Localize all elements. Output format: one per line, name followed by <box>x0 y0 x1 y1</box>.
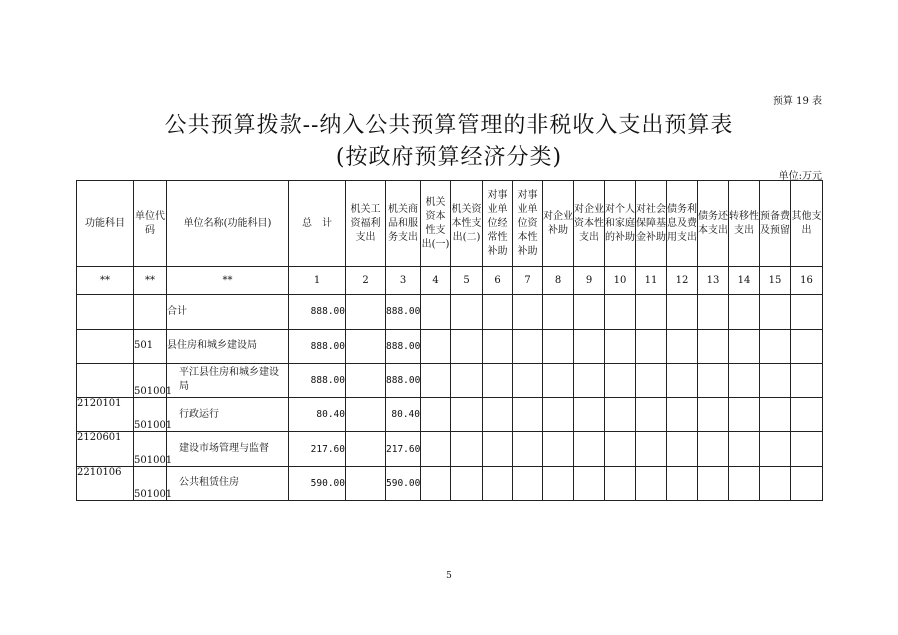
index-cell: 6 <box>483 267 513 295</box>
total-cell: 590.00 <box>289 466 346 500</box>
unit-label: 单位:万元 <box>778 171 822 182</box>
col-1-cell <box>346 363 386 397</box>
unit-code-cell: 501 <box>134 329 167 363</box>
header-func-code: 功能科目 <box>77 181 134 267</box>
index-cell: ** <box>77 267 134 295</box>
unit-code-cell <box>134 295 167 329</box>
header-col-5: 对事业单位经常性补助 <box>483 181 513 267</box>
func-code-cell <box>77 363 134 397</box>
empty-cell <box>513 398 543 432</box>
total-cell: 888.00 <box>289 329 346 363</box>
empty-cell <box>483 329 513 363</box>
index-cell: ** <box>134 267 167 295</box>
empty-cell <box>698 363 729 397</box>
col-2-cell: 80.40 <box>386 398 421 432</box>
func-code-cell <box>77 329 134 363</box>
empty-cell <box>605 432 636 466</box>
empty-cell <box>451 295 483 329</box>
empty-cell <box>729 466 760 500</box>
empty-cell <box>729 329 760 363</box>
empty-cell <box>513 329 543 363</box>
index-cell: 1 <box>289 267 346 295</box>
index-cell: ** <box>167 267 289 295</box>
header-col-13: 转移性支出 <box>729 181 760 267</box>
empty-cell <box>421 363 451 397</box>
unit-code-cell: 501001 <box>134 398 167 432</box>
empty-cell <box>791 398 823 432</box>
empty-cell <box>574 363 605 397</box>
index-row <box>77 267 823 295</box>
empty-cell <box>605 295 636 329</box>
header-col-6: 对事业单位资本性补助 <box>513 181 543 267</box>
col-1-cell <box>346 295 386 329</box>
budget-table <box>76 180 823 501</box>
empty-cell <box>421 432 451 466</box>
empty-cell <box>791 363 823 397</box>
empty-cell <box>636 432 667 466</box>
index-cell: 2 <box>346 267 386 295</box>
unit-name-cell: 平江县住房和城乡建设局 <box>167 363 289 397</box>
empty-cell <box>760 432 791 466</box>
header-col-10: 对社会保障基金补助 <box>636 181 667 267</box>
unit-name-cell: 建设市场管理与监督 <box>167 432 289 466</box>
empty-cell <box>605 363 636 397</box>
empty-cell <box>698 466 729 500</box>
empty-cell <box>667 363 698 397</box>
unit-name-cell: 行政运行 <box>167 398 289 432</box>
empty-cell <box>698 329 729 363</box>
empty-cell <box>729 432 760 466</box>
empty-cell <box>667 329 698 363</box>
empty-cell <box>729 363 760 397</box>
func-code-cell: 2120601 <box>77 432 134 466</box>
form-number: 预算 19 表 <box>772 96 822 107</box>
empty-cell <box>483 363 513 397</box>
total-cell: 888.00 <box>289 295 346 329</box>
empty-cell <box>667 398 698 432</box>
empty-cell <box>605 466 636 500</box>
empty-cell <box>605 329 636 363</box>
empty-cell <box>513 432 543 466</box>
empty-cell <box>543 398 574 432</box>
empty-cell <box>421 398 451 432</box>
unit-code-cell: 501001 <box>134 466 167 500</box>
col-1-cell <box>346 329 386 363</box>
empty-cell <box>513 466 543 500</box>
empty-cell <box>636 363 667 397</box>
index-cell: 4 <box>421 267 451 295</box>
unit-code-cell: 501001 <box>134 432 167 466</box>
col-2-cell: 888.00 <box>386 295 421 329</box>
empty-cell <box>791 329 823 363</box>
empty-cell <box>791 466 823 500</box>
header-col-2: 机关商品和服务支出 <box>386 181 421 267</box>
empty-cell <box>667 295 698 329</box>
header-col-12: 债务还本支出 <box>698 181 729 267</box>
header-unit-code: 单位代码 <box>134 181 167 267</box>
empty-cell <box>791 295 823 329</box>
table-row <box>77 466 823 500</box>
index-cell: 5 <box>451 267 483 295</box>
col-2-cell: 217.60 <box>386 432 421 466</box>
index-cell: 15 <box>760 267 791 295</box>
col-2-cell: 888.00 <box>386 363 421 397</box>
unit-name-cell: 县住房和城乡建设局 <box>167 329 289 363</box>
empty-cell <box>574 398 605 432</box>
func-code-cell: 2120101 <box>77 398 134 432</box>
col-1-cell <box>346 466 386 500</box>
col-1-cell <box>346 398 386 432</box>
col-1-cell <box>346 432 386 466</box>
index-cell: 11 <box>636 267 667 295</box>
func-code-cell <box>77 295 134 329</box>
table-row <box>77 363 823 397</box>
empty-cell <box>483 398 513 432</box>
header-col-8: 对企业资本性支出 <box>574 181 605 267</box>
total-cell: 888.00 <box>289 363 346 397</box>
col-2-cell: 590.00 <box>386 466 421 500</box>
unit-name-cell: 合计 <box>167 295 289 329</box>
empty-cell <box>698 432 729 466</box>
unit-code-cell: 501001 <box>134 363 167 397</box>
header-col-4: 机关资本性支出(二) <box>451 181 483 267</box>
empty-cell <box>483 466 513 500</box>
empty-cell <box>636 398 667 432</box>
empty-cell <box>760 398 791 432</box>
index-cell: 10 <box>605 267 636 295</box>
empty-cell <box>513 363 543 397</box>
empty-cell <box>451 466 483 500</box>
empty-cell <box>451 329 483 363</box>
empty-cell <box>451 398 483 432</box>
total-cell: 217.60 <box>289 432 346 466</box>
header-col-1: 机关工资福利支出 <box>346 181 386 267</box>
header-col-15: 其他支出 <box>791 181 823 267</box>
header-col-11: 债务利息及费用支出 <box>667 181 698 267</box>
empty-cell <box>698 295 729 329</box>
col-2-cell: 888.00 <box>386 329 421 363</box>
empty-cell <box>483 295 513 329</box>
func-code-cell: 2210106 <box>77 466 134 500</box>
empty-cell <box>760 329 791 363</box>
empty-cell <box>543 466 574 500</box>
empty-cell <box>760 295 791 329</box>
empty-cell <box>729 295 760 329</box>
header-col-9: 对个人和家庭的补助 <box>605 181 636 267</box>
index-cell: 13 <box>698 267 729 295</box>
empty-cell <box>483 432 513 466</box>
empty-cell <box>605 398 636 432</box>
empty-cell <box>574 432 605 466</box>
empty-cell <box>513 295 543 329</box>
total-cell: 80.40 <box>289 398 346 432</box>
empty-cell <box>421 295 451 329</box>
index-cell: 14 <box>729 267 760 295</box>
index-cell: 12 <box>667 267 698 295</box>
empty-cell <box>760 363 791 397</box>
header-col-7: 对企业补助 <box>543 181 574 267</box>
index-cell: 9 <box>574 267 605 295</box>
empty-cell <box>451 363 483 397</box>
empty-cell <box>698 398 729 432</box>
empty-cell <box>636 329 667 363</box>
empty-cell <box>574 466 605 500</box>
empty-cell <box>451 432 483 466</box>
page-title: 公共预算拨款--纳入公共预算管理的非税收入支出预算表 <box>164 113 734 138</box>
table-row-total <box>77 295 823 329</box>
index-cell: 8 <box>543 267 574 295</box>
empty-cell <box>574 295 605 329</box>
header-unit-name: 单位名称(功能科目) <box>167 181 289 267</box>
empty-cell <box>543 329 574 363</box>
empty-cell <box>421 466 451 500</box>
header-total: 总 计 <box>289 181 346 267</box>
empty-cell <box>791 432 823 466</box>
header-col-3: 机关资本性支出(一) <box>421 181 451 267</box>
header-row <box>77 181 823 267</box>
empty-cell <box>574 329 605 363</box>
index-cell: 7 <box>513 267 543 295</box>
empty-cell <box>636 295 667 329</box>
index-cell: 16 <box>791 267 823 295</box>
empty-cell <box>543 295 574 329</box>
table-row <box>77 432 823 466</box>
empty-cell <box>421 329 451 363</box>
empty-cell <box>760 466 791 500</box>
table-row <box>77 398 823 432</box>
index-cell: 3 <box>386 267 421 295</box>
table-row <box>77 329 823 363</box>
header-col-14: 预备费及预留 <box>760 181 791 267</box>
empty-cell <box>729 398 760 432</box>
empty-cell <box>543 363 574 397</box>
page-number: 5 <box>446 571 452 581</box>
empty-cell <box>667 432 698 466</box>
page-subtitle: (按政府预算经济分类) <box>335 145 563 170</box>
empty-cell <box>543 432 574 466</box>
empty-cell <box>667 466 698 500</box>
empty-cell <box>636 466 667 500</box>
unit-name-cell: 公共租赁住房 <box>167 466 289 500</box>
